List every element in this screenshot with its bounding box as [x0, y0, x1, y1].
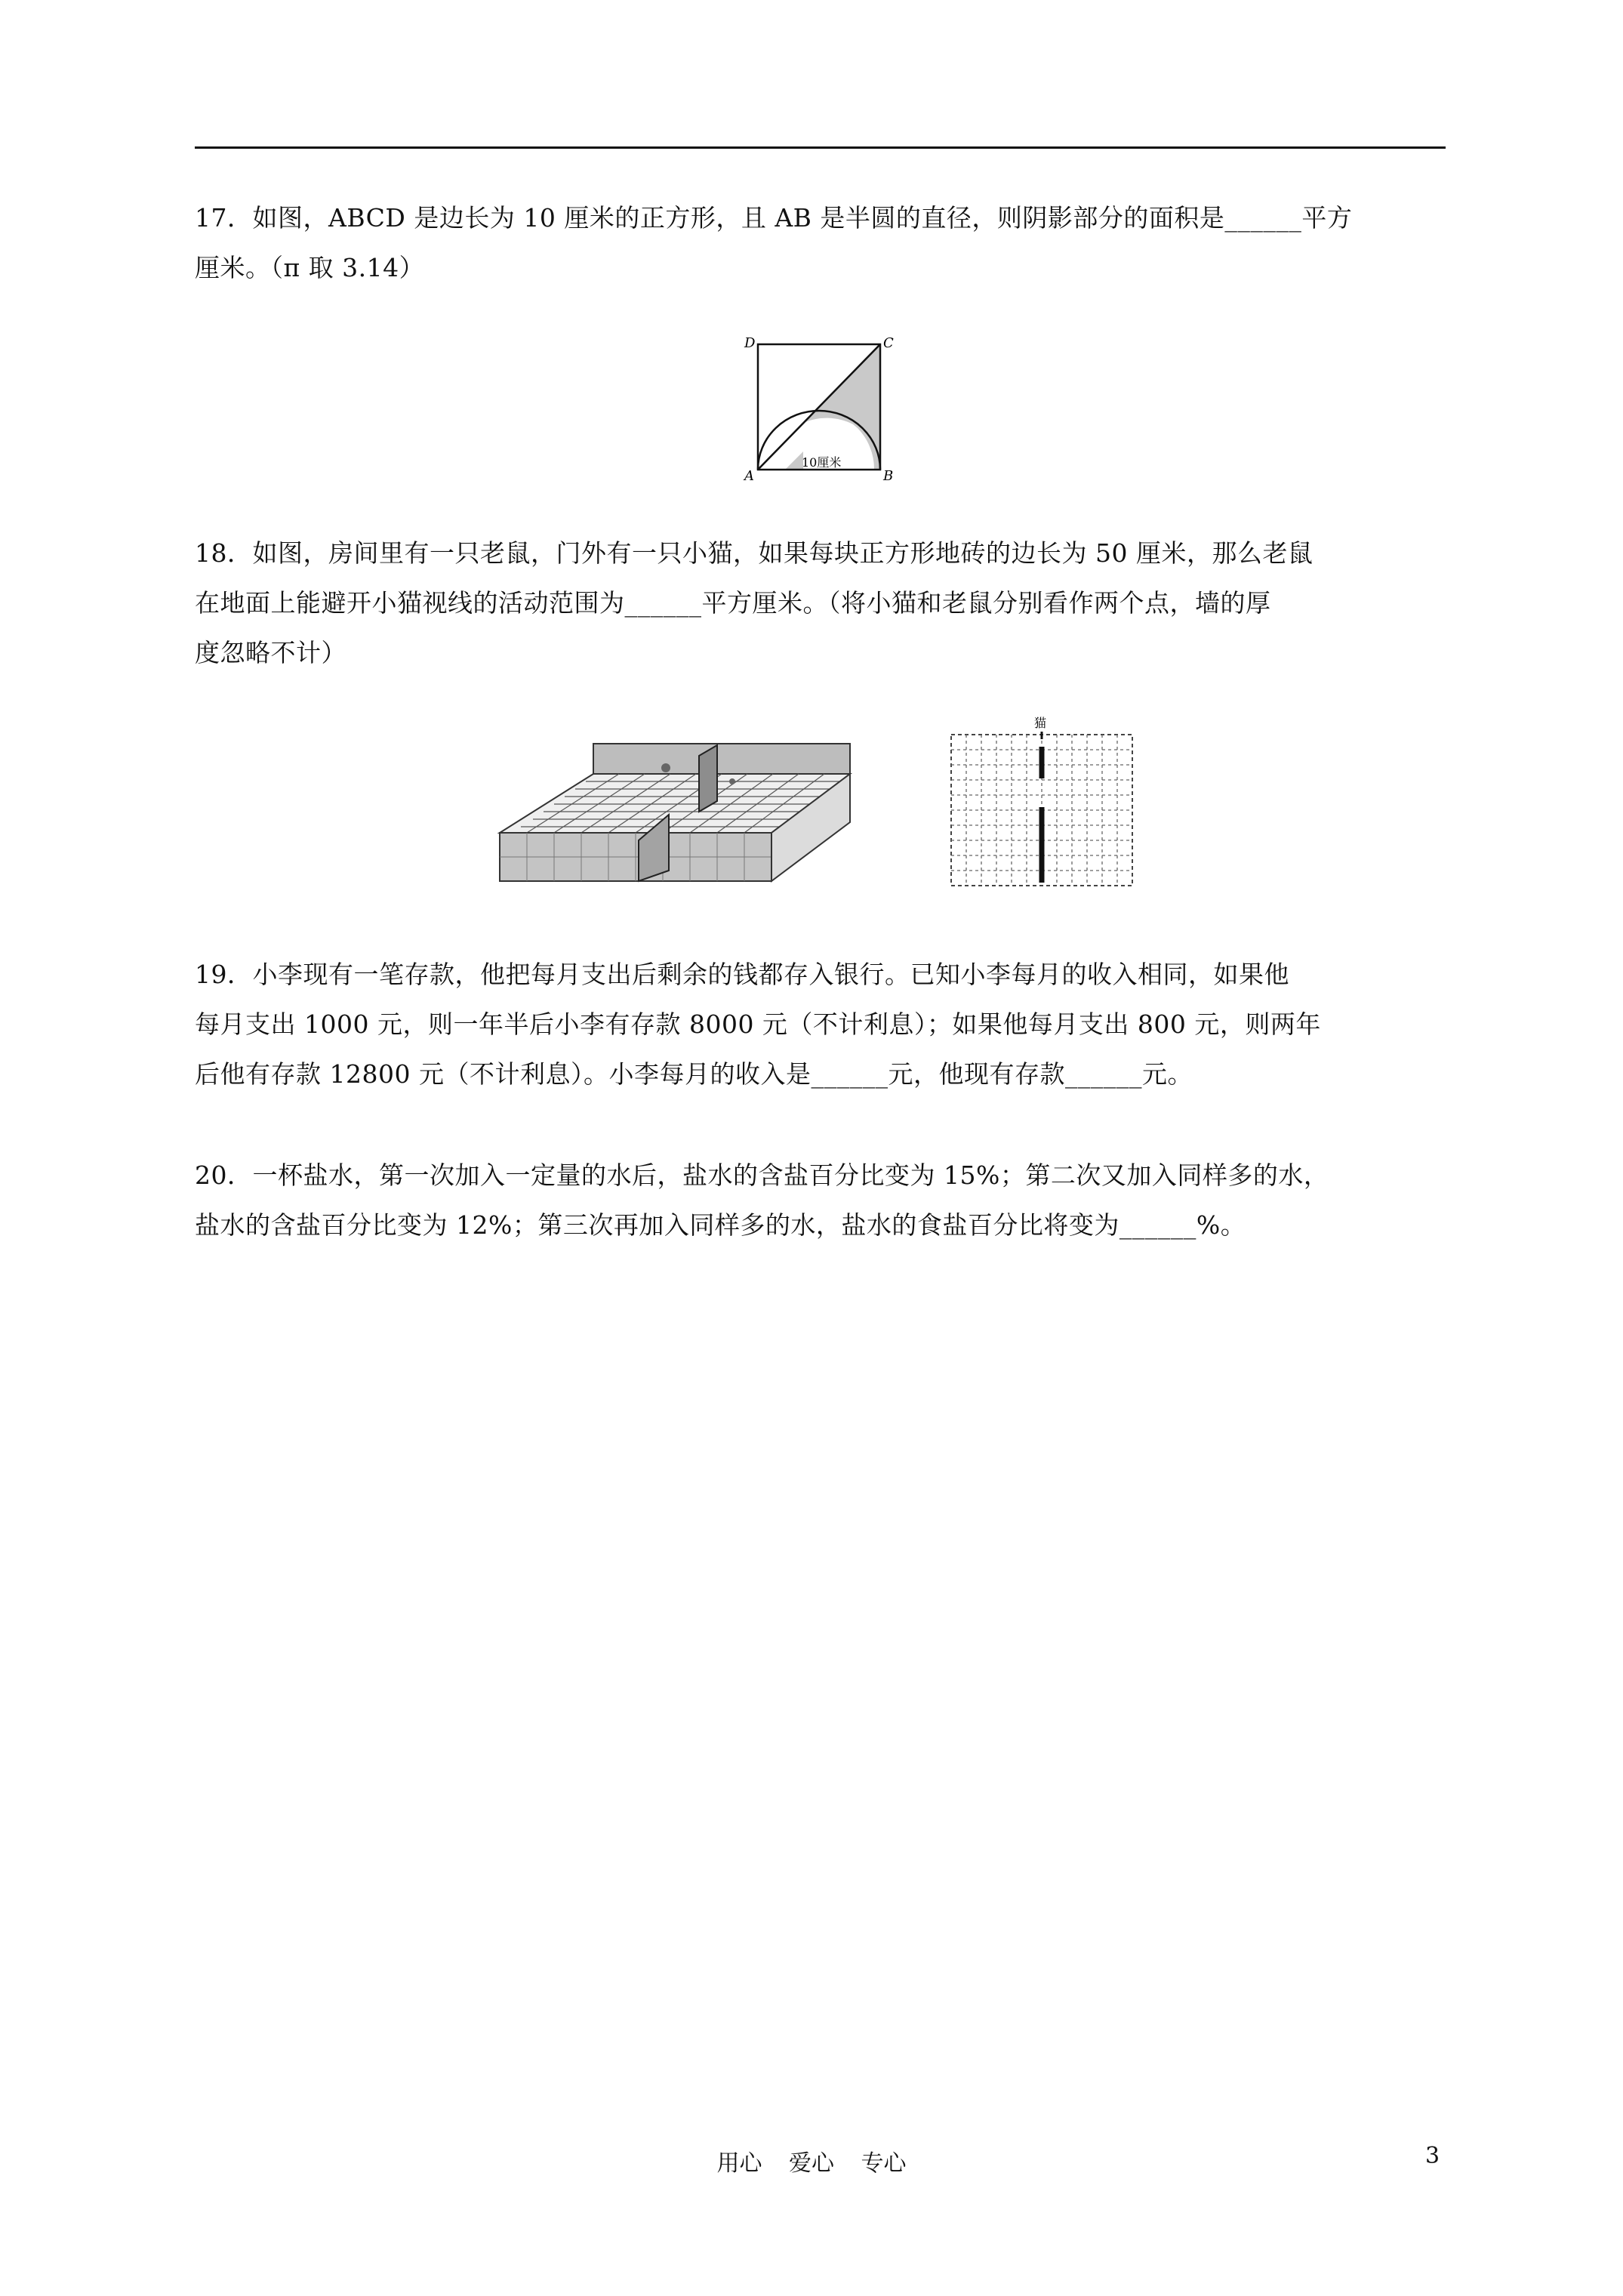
question-17-line-2: 厘米。（π 取 3.14） — [195, 253, 425, 282]
question-19-line-3: 后他有存款 12800 元（不计利息）。小李每月的收入是______元，他现有存款______元。 — [195, 1059, 1193, 1089]
header-rule — [195, 146, 1446, 149]
shaded-region-right — [803, 344, 880, 470]
question-20-line-2: 盐水的含盐百分比变为 12%；第三次再加入同样多的水，盐水的食盐百分比将变为______%。 — [195, 1210, 1246, 1240]
back-wall — [593, 744, 850, 774]
question-19 — [195, 950, 1448, 1099]
square-semicircle-figure — [740, 332, 921, 483]
cat-label: 猫 — [1034, 716, 1047, 730]
question-18-line-1: 18．如图，房间里有一只老鼠，门外有一只小猫，如果每块正方形地砖的边长为 50 厘米，那么老鼠 — [195, 538, 1313, 568]
mouse-icon — [729, 778, 735, 784]
question-18-line-2: 在地面上能避开小猫视线的活动范围为______平方厘米。（将小猫和老鼠分别看作两个点，墙的厚 — [195, 588, 1271, 618]
question-18-line-3: 度忽略不计） — [195, 638, 346, 667]
room-3d-figure — [491, 736, 861, 895]
partition-wall-back — [699, 745, 717, 812]
side-length-label: 10厘米 — [802, 455, 842, 470]
label-d: D — [744, 335, 756, 351]
page-number: 3 — [1425, 2143, 1440, 2169]
question-19-line-1: 19．小李现有一笔存款，他把每月支出后剩余的钱都存入银行。已知小李每月的收入相同，如果他 — [195, 960, 1289, 989]
label-a: A — [744, 468, 754, 483]
question-20-line-1: 20．一杯盐水，第一次加入一定量的水后，盐水的含盐百分比变为 15%；第二次又加入同样多的水， — [195, 1160, 1329, 1190]
question-17-line-1: 17．如图，ABCD 是边长为 10 厘米的正方形，且 AB 是半圆的直径，则阴影部分的面积是______平方 — [195, 203, 1353, 233]
question-18 — [195, 529, 1448, 678]
label-c: C — [883, 335, 894, 351]
question-19-line-2: 每月支出 1000 元，则一年半后小李有存款 8000 元（不计利息）；如果他每月支出 800 元，则两年 — [195, 1009, 1321, 1039]
plan-grid-figure — [944, 713, 1147, 895]
shaded-region-left — [785, 451, 803, 470]
cat-icon — [661, 763, 670, 772]
label-b: B — [883, 468, 894, 483]
question-20 — [195, 1151, 1448, 1250]
question-17 — [195, 193, 1448, 293]
footer-motto: 用心 爱心 专心 — [716, 2150, 907, 2177]
